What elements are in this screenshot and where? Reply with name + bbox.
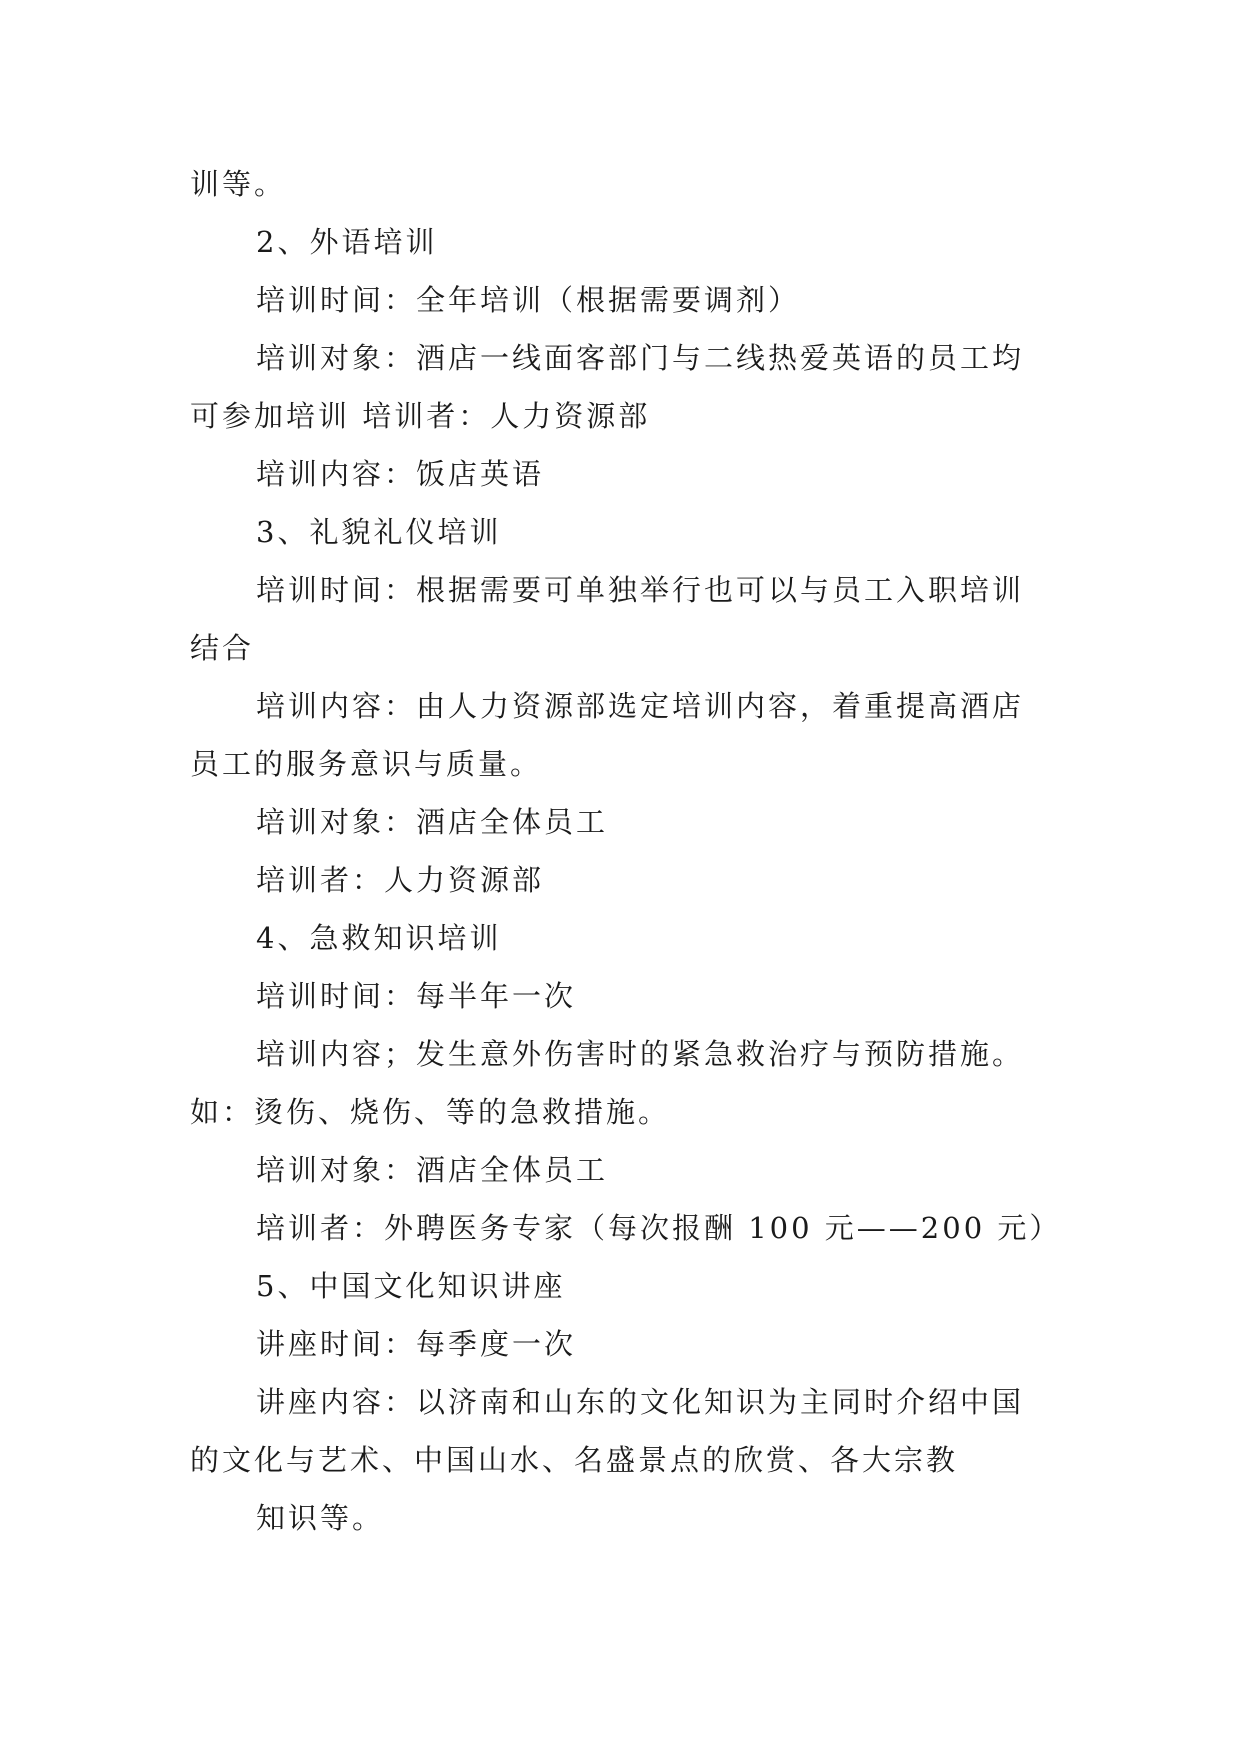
text-line: 培训内容：由人力资源部选定培训内容，着重提高酒店 bbox=[256, 689, 1025, 723]
text-line: 培训者：人力资源部 bbox=[256, 863, 545, 897]
text-line: 培训时间：每半年一次 bbox=[256, 979, 577, 1013]
text-line: 培训对象：酒店全体员工 bbox=[256, 805, 609, 839]
text-line: 如：烫伤、烧伤、等的急救措施。 bbox=[190, 1095, 671, 1129]
text-line: 训等。 bbox=[190, 167, 287, 201]
text-line: 讲座时间：每季度一次 bbox=[256, 1327, 577, 1361]
text-line: 培训对象：酒店全体员工 bbox=[256, 1153, 609, 1187]
section-heading-first-aid: 4、急救知识培训 bbox=[256, 921, 502, 955]
text-line: 培训时间：根据需要可单独举行也可以与员工入职培训 bbox=[256, 573, 1025, 607]
text-line: 培训内容：饭店英语 bbox=[256, 457, 545, 491]
text-line: 知识等。 bbox=[256, 1501, 385, 1535]
section-heading-chinese-culture: 5、中国文化知识讲座 bbox=[256, 1269, 566, 1303]
text-line: 结合 bbox=[190, 631, 255, 665]
text-line: 可参加培训 培训者：人力资源部 bbox=[190, 399, 651, 433]
text-line: 培训内容；发生意外伤害时的紧急救治疗与预防措施。 bbox=[256, 1037, 1025, 1071]
text-line: 的文化与艺术、中国山水、名盛景点的欣赏、各大宗教 bbox=[190, 1443, 959, 1477]
document-body bbox=[190, 155, 1070, 1547]
text-line: 讲座内容：以济南和山东的文化知识为主同时介绍中国 bbox=[256, 1385, 1025, 1419]
text-line: 培训时间：全年培训（根据需要调剂） bbox=[256, 283, 801, 317]
text-line: 员工的服务意识与质量。 bbox=[190, 747, 543, 781]
section-heading-etiquette: 3、礼貌礼仪培训 bbox=[256, 515, 502, 549]
section-heading-foreign-language: 2、外语培训 bbox=[256, 225, 438, 259]
text-line: 培训对象：酒店一线面客部门与二线热爱英语的员工均 bbox=[256, 341, 1025, 375]
text-line: 培训者：外聘医务专家（每次报酬 100 元——200 元） bbox=[256, 1211, 1062, 1245]
